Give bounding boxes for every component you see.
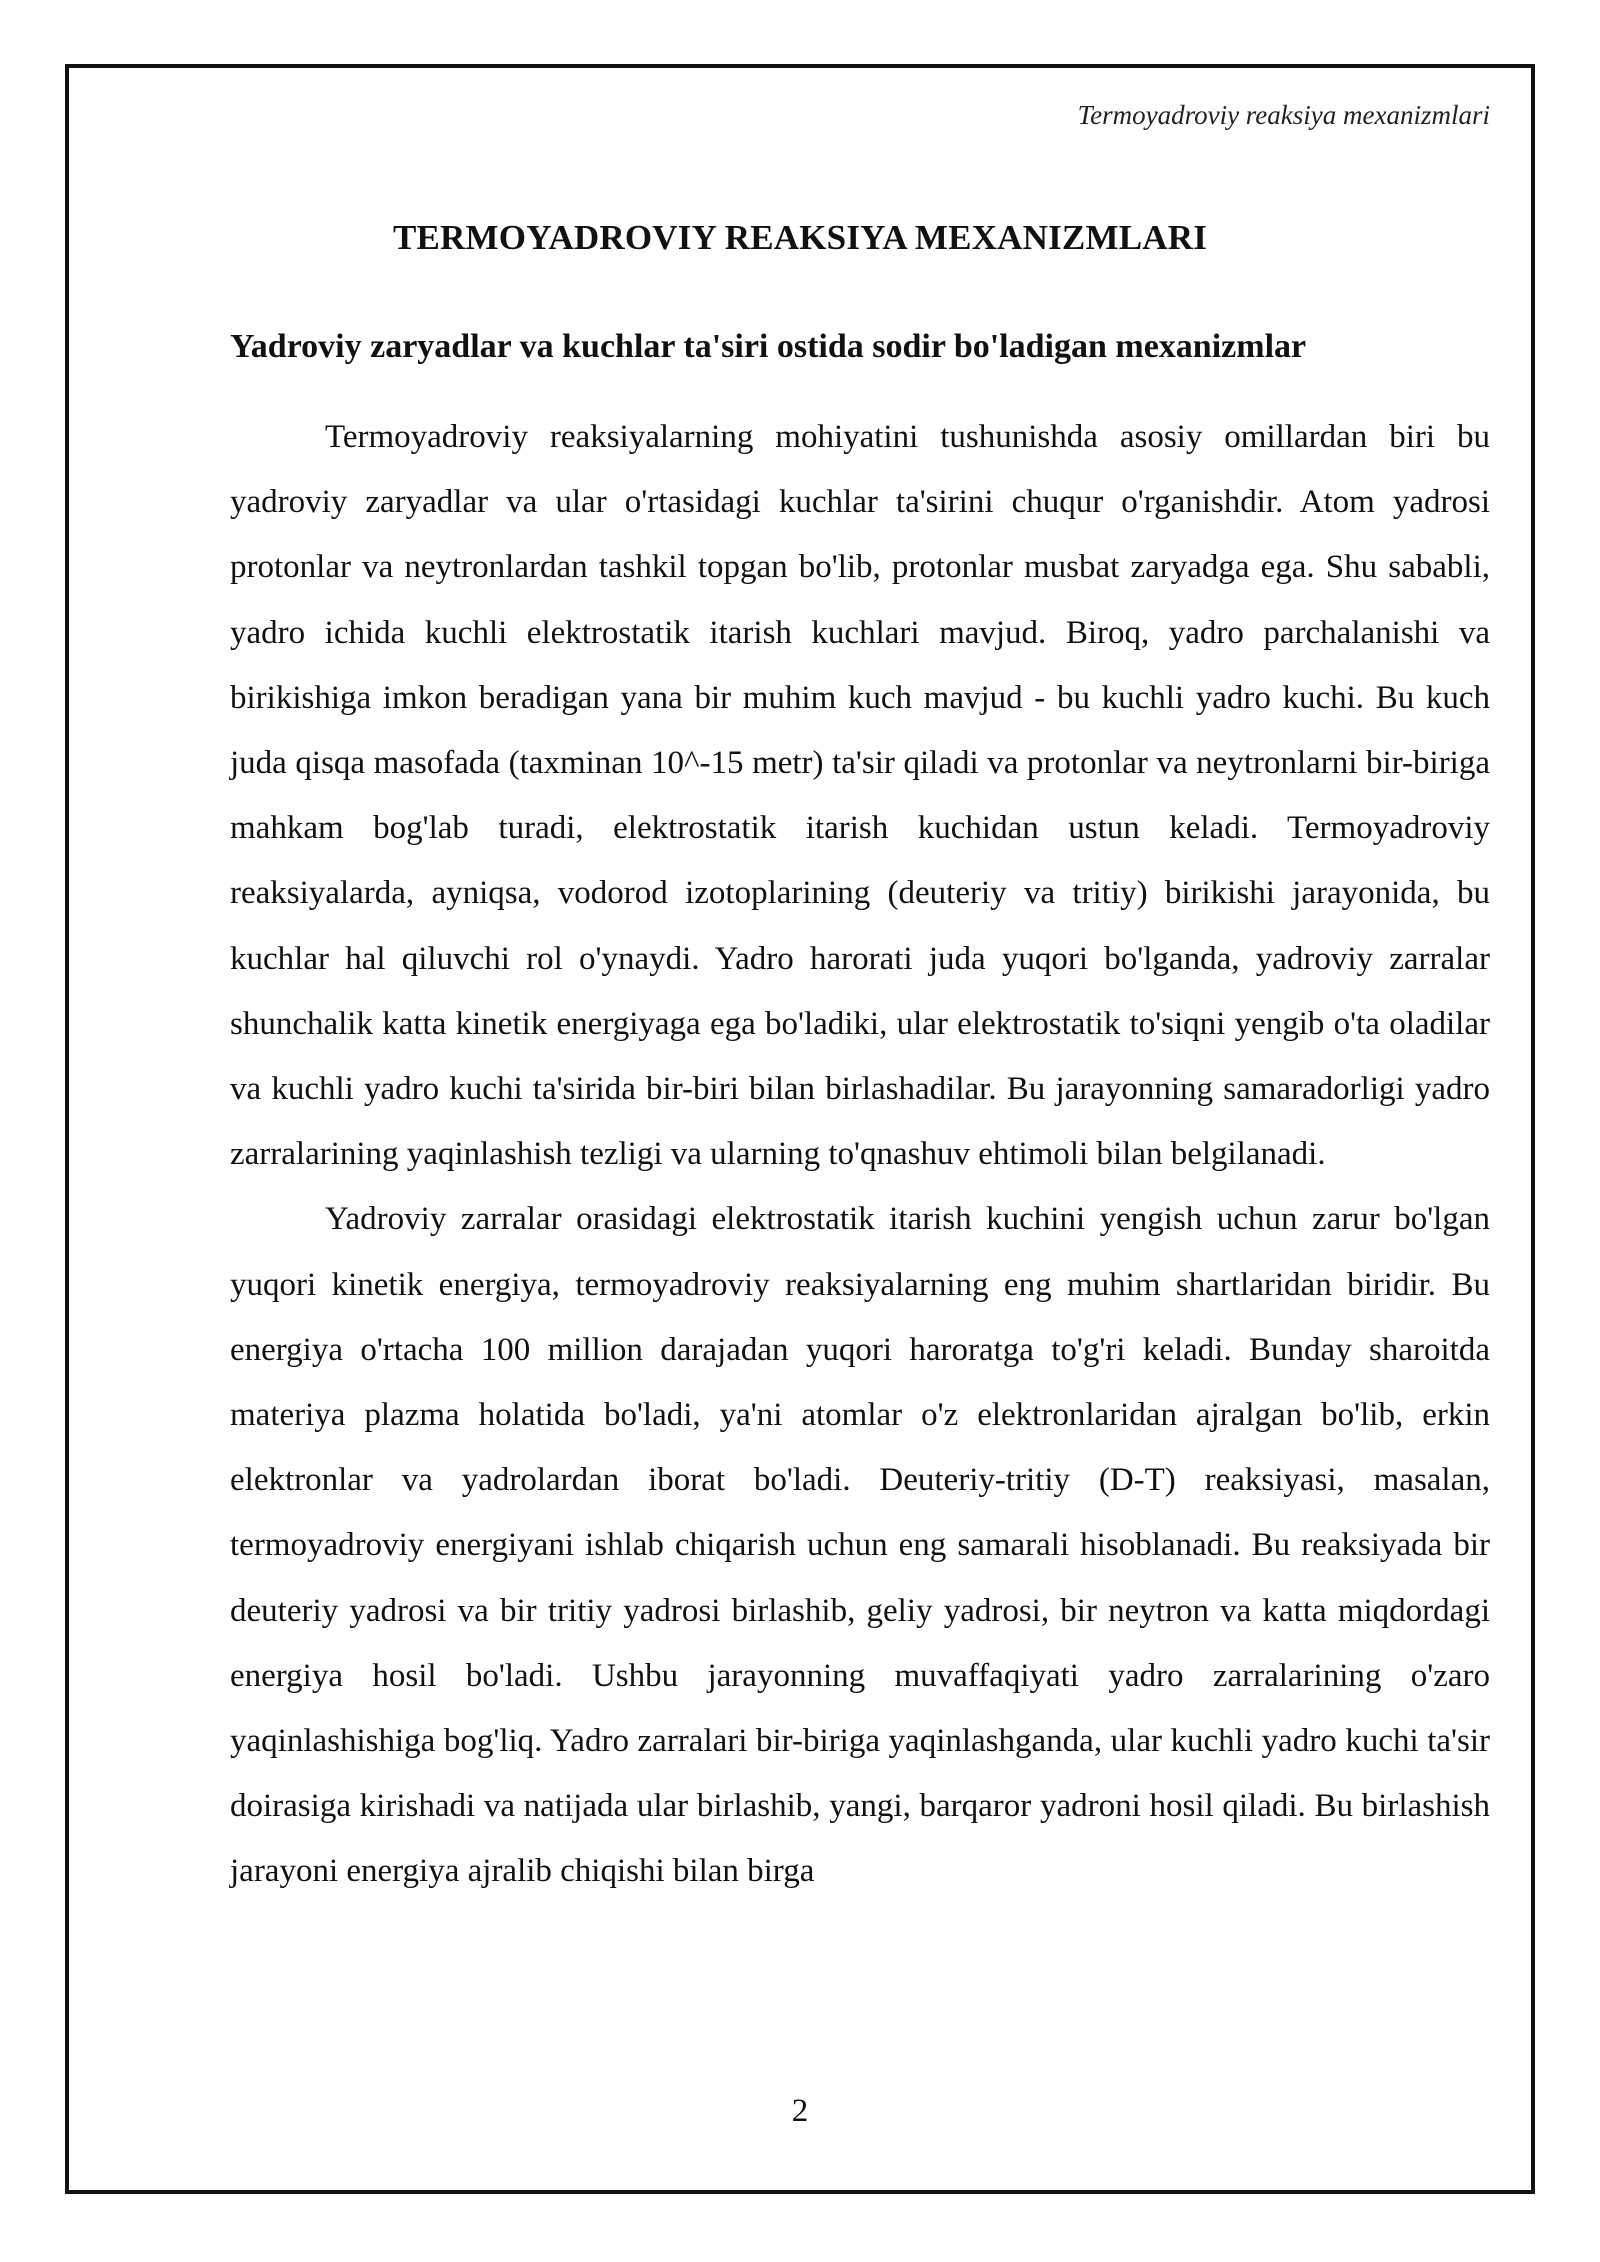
page-number: 2	[791, 2093, 809, 2129]
body-text	[230, 405, 1490, 1905]
section-heading: Yadroviy zaryadlar va kuchlar ta'siri ostida sodir bo'ladigan mexanizmlar	[230, 328, 1307, 365]
paragraph: Termoyadroviy reaksiyalarning mohiyatini tushunishda asosiy omillardan biri bu yadroviy zaryadlar va ular o'rtasidagi kuchlar ta'sirini chuqur o'rganishdir. Atom yadrosi protonlar va neytronlardan tashkil topgan bo'lib, protonlar musbat zaryadga ega. Shu sababli, yadro ichida kuchli elektrostatik itarish kuchlari mavjud. Biroq, yadro parchalanishi va birikishiga imkon beradigan yana bir muhim kuch mavjud - bu kuchli yadro kuchi. Bu kuch juda qisqa masofada (taxminan 10^-15 metr) ta'sir qiladi va protonlar va neytronlarni bir-biriga mahkam bog'lab turadi, elektrostatik itarish kuchidan ustun keladi. Termoyadroviy reaksiyalarda, ayniqsa, vodorod izotoplarining (deuteriy va tritiy) birikishi jarayonida, bu kuchlar hal qiluvchi rol o'ynaydi. Yadro harorati juda yuqori bo'lganda, yadroviy zarralar shunchalik katta kinetik energiyaga ega bo'ladiki, ular elektrostatik to'siqni yengib o'ta oladilar va kuchli yadro kuchi ta'sirida bir-biri bilan birlashadilar. Bu jarayonning samaradorligi yadro zarralarining yaqinlashish tezligi va ularning to'qnashuv ehtimoli bilan belgilanadi.	[230, 419, 1490, 1173]
document-title: TERMOYADROVIY REAKSIYA MEXANIZMLARI	[392, 218, 1208, 257]
running-header: Termoyadroviy reaksiya mexanizmlari	[1077, 100, 1490, 130]
paragraph: Yadroviy zarralar orasidagi elektrostatik itarish kuchini yengish uchun zarur bo'lgan yuqori kinetik energiya, termoyadroviy reaksiyalarning eng muhim shartlaridan biridir. Bu energiya o'rtacha 100 million darajadan yuqori haroratga to'g'ri keladi. Bunday sharoitda materiya plazma holatida bo'ladi, ya'ni atomlar o'z elektronlaridan ajralgan bo'lib, erkin elektronlar va yadrolardan iborat bo'ladi. Deuteriy-tritiy (D-T) reaksiyasi, masalan, termoyadroviy energiyani ishlab chiqarish uchun eng samarali hisoblanadi. Bu reaksiyada bir deuteriy yadrosi va bir tritiy yadrosi birlashib, geliy yadrosi, bir neytron va katta miqdordagi energiya hosil bo'ladi. Ushbu jarayonning muvaffaqiyati yadro zarralarining o'zaro yaqinlashishiga bog'liq. Yadro zarralari bir-biriga yaqinlashganda, ular kuchli yadro kuchi ta'sir doirasiga kirishadi va natijada ular birlashib, yangi, barqaror yadroni hosil qiladi. Bu birlashish jarayoni energiya ajralib chiqishi bilan birga	[230, 1201, 1490, 1890]
